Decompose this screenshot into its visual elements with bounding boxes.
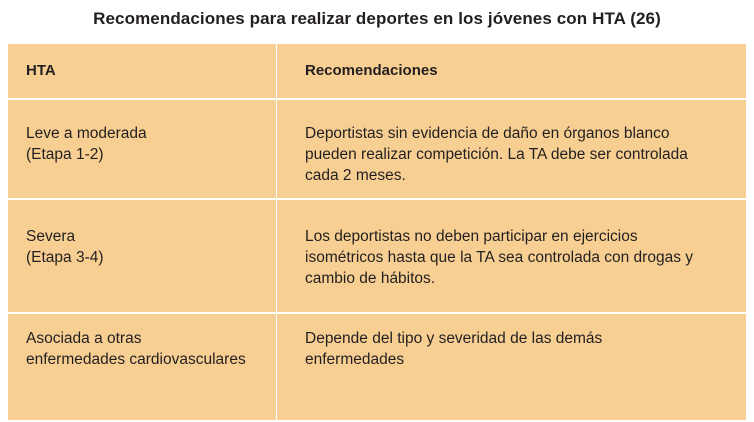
row-divider [8,198,746,200]
row-divider [8,312,746,314]
hta-line: (Etapa 1-2) [26,146,104,163]
recommendation-line: enfermedades [305,351,405,368]
table-row-3-hta [26,328,266,370]
hta-line: (Etapa 3-4) [26,249,104,266]
table-row-2-hta [26,226,266,268]
recommendation-line: Depende del tipo y severidad de las demás [305,330,603,347]
hta-line: Asociada a otras [26,330,142,347]
table-row-2-recommendation [305,226,735,289]
table-row-1-recommendation [305,123,735,186]
recommendation-line: cada 2 meses. [305,167,406,184]
table-title: Recomendaciones para realizar deportes en los jóvenes con HTA (26) [93,9,661,28]
hta-line: enfermedades cardiovasculares [26,351,246,368]
hta-line: Leve a moderada [26,125,147,142]
table-row-3-recommendation [305,328,735,370]
recommendation-line: pueden realizar competición. La TA debe ser controlada [305,146,688,163]
recommendation-line: Deportistas sin evidencia de daño en órganos blanco [305,125,670,142]
recommendation-line: cambio de hábitos. [305,270,436,287]
recommendations-table [8,42,746,422]
recommendation-line: isométricos hasta que la TA sea controlada con drogas y [305,249,694,266]
hta-line: Severa [26,228,76,245]
column-divider [276,44,277,420]
header-hta: HTA [26,62,56,79]
recommendation-line: Los deportistas no deben participar en ejercicios [305,228,638,245]
table-row-1-hta [26,123,266,165]
header-recomendaciones: Recomendaciones [305,62,438,79]
row-divider [8,98,746,100]
